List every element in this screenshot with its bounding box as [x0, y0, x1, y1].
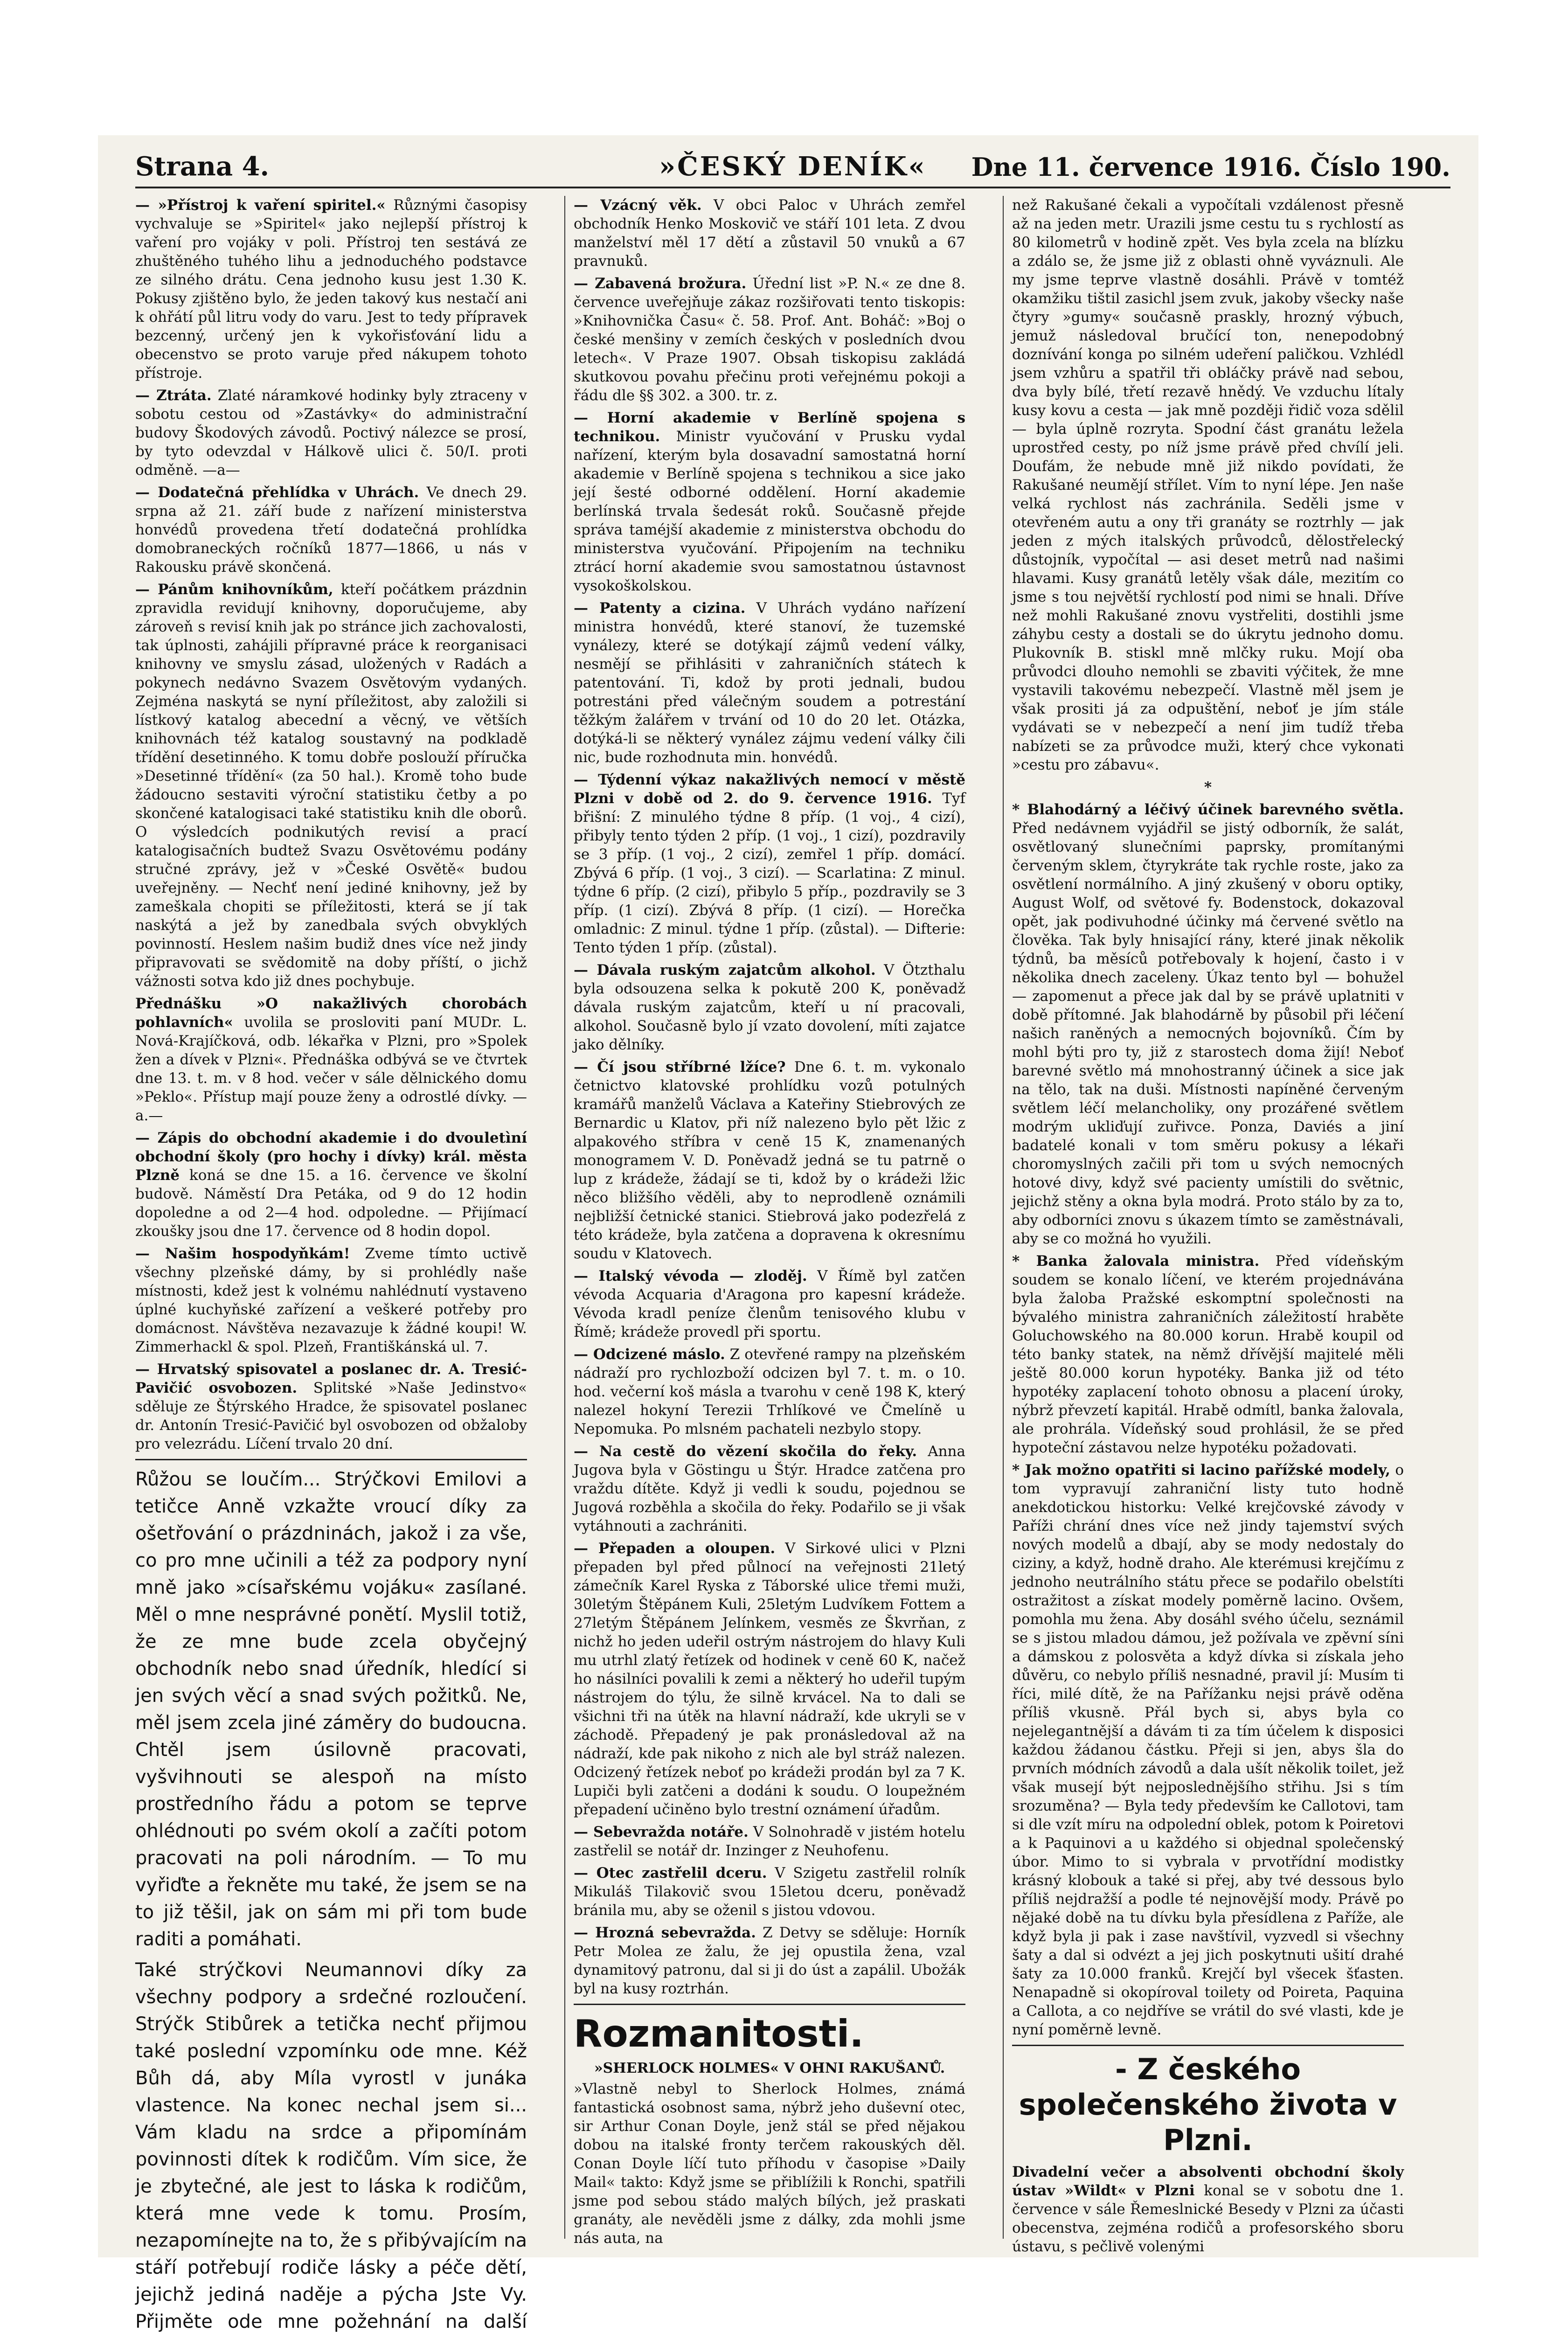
news-item: — Zápis do obchodní akademie i do dvouletìní obchodní školy (pro hochy i dívky) král. města Plzně koná se dne 15. a 16. července ve školní budově. Náměstí Dra Petáka, od 9 do 12 hodin dopoledne a od 2—4 hod. odpoledne. — Přijímací zkoušky jsou dne 17. července od 8 hodin dopol. [135, 1130, 527, 1240]
article-body: »Vlastně nebyl to Sherlock Holmes, známá fantastická osobnost sama, nýbrž jeho duševní otec, sir Arthur Conan Doyle, jenž stál se před nějakou dobou na italské fronty terčem rakouských děl. Conan Doyle líčí tuto příhodu v časopise »Daily Mail« takto: Když jsme se přiblížili k Ronchi, spatřili jsme pod sebou stádo malých bílých, jež praskati granáty, ale nevěděli jsme z dálky, zda mohli jsme nás auta, na [574, 2081, 965, 2247]
news-item: * Jak možno opatřiti si lacino pařížské modely, o tom vypravují zahraniční listy tuto hodně anekdotickou historku: Velké krejčovské závody v Paříži chrání dnes více než jindy tajemství svých nových modelů a dbají, aby se mody nedostaly do ciziny, a když, hodně draho. Ale kterémusi krejčímu z jednoho neutrálního státu přece se podařilo obelstíti ostražitost a získat modely poměrně lacino. Ovšem, pomohla mu žena. Aby dosáhl svého účelu, seznámil se s jistou mladou dámou, jež požívala ve zpěvní síni a dámskou z polosvěta a když dívka si získala jeho důvěru, co nebylo příliš nesnadné, pravil jí: Musím ti říci, milé dítě, že na Pařížanku nejsi právě oděna příliš vkusně. Přál bych si, abys byla co nejelegantnější a dávám ti za tím účelem k disposici každou žádanou částku. Přeji si jen, abys šla do prvních módních závodů a dala ušít několik toilet, jež však musejí být nejposlednějšího střihu. Jsi s tím srozuměna? — Byla tedy především ke Callotovi, tam si dle vzít míru na odpolední oblek, potom k Poiretovi a k Paquinovi a u každého si objednal společenský úbor. Mimo to si vybrala v prvotřídní modistky krásný klobouk a také si přej, aby tvé dessous bylo příliš nejdražší a podle té nejnovější mody. Právě po nějaké době na tu dívku byla přesídlena z Paříže, ale když byla ji pak i zase navštívil, vyzvedl si všechny šaty a dal si odvézt a jej jich poskytnuti ušití drahé šaty za 10.000 franků. Krejčí byl všecek šťasten. Nenapadně si okopíroval toilety od Poireta, Paquina a Callota, a co nejdříve se vrátil do své vlasti, kde je nyní poměrně levně. [1012, 1462, 1404, 2038]
article-body-continued: než Rakušané čekali a vypočítali vzdálenost přesně až na jeden metr. Urazili jsme cestu tu s rychlostí as 80 kilometrů v hodině zpět. Ves byla zcela na blízku a zdálo se, že jsme již z oblasti ohně vyváznuli. Ale my jsme teprve vlastně dosáhli. Právě v tomtéž okamžiku tištil zasichl jsem zvuk, jakoby všecky naše čtyry »gumy« současně praskly, hrozný výbuch, jemuž následoval bručící ton, nenepodobný doznívání konga po silném udeření paličkou. Vzhlédl jsem vzhůru a spatřil tři obláčky právě nad sebou, dva byly bílé, třetí rezavě hnědý. Ve vzduchu lítaly kusy kovu a cesta — jak mně později řidič voza sdělil — byla úplně rozryta. Spodní část granátu ležela uprostřed cesty, po níž jsme právě před chvílí jeli. Doufám, že nebude mně již nikdo povídati, že Rakušané neumějí střílet. Vím to nyní lépe. Jen naše velká rychlost nás zachránila. Seděli jsme v otevřeném autu a ony tři granáty se roztrhly — jak jeden z mých italských průvodců, dělostřelecký důstojník, vypočítal — asi deset metrů nad našimi hlavami. Kusy granátů letěly však dále, mezitím co jsme s tou největší rychlostí pod nimi se hnali. Dříve než mohli Rakušané znovu vystřeliti, dostihli jsme záhybu cesty a dostali se do úkrytu jednoho domu. Plukovník B. stiskl mně mlčky ruku. Mojí oba průvodci dlouho nemohli se zbaviti výčitek, že mne vystavili takovému nebezpečí. Vlastně měl jsem je však prositi já za odpuštění, neboť je jím stále vydávati se v nebezpečí a není jim tudíž třeba nabízeti se za průvodce muži, který chce vykonati »cestu pro zábavu«. [1012, 197, 1404, 773]
section-heading: Rozmanitosti. [574, 2012, 864, 2055]
separator-star: * [1204, 779, 1212, 796]
section-heading: - Z českého společenského života v Plzni. [1019, 2052, 1397, 2157]
letter-paragraph: Růžou se loučím... Strýčkovi Emilovi a tetičce Anně vzkažte vroucí díky za ošetřování o prázdninách, jakož i za vše, co pro mne učinili a též za podpory nyní mně jako »císařskému vojáku« zasílané. Měl o mne nesprávné ponětí. Myslil totiž, že ze mne bude zcela obyčejný obchodník nebo snad úředník, hledící si jen svých věcí a snad svých požitků. Ne, měl jsem zcela jiné záměry do budoucna. Chtěl jsem úsilovně pracovati, vyšvihnouti se alespoň na místo prostředního řádu a potom se teprve ohlédnouti po svém okolí a začíti potom pracovati na poli národním. — To mu vyřiďte a řekněte mu také, že jsem se na to již těšil, jak on sám mi při tom bude raditi a pomáhati. [135, 1469, 527, 1950]
news-item: — Ztráta. Zlaté náramkové hodinky byly ztraceny v sobotu cestou od »Zastávky« do administrační budovy Škodových závodů. Poctivý nálezce se prosí, by tyto odevzdal v Hálkově ulici č. 50/I. proti odměně. —a— [135, 387, 527, 479]
article-headline: »SHERLOCK HOLMES« V OHNI RAKUŠANŮ. [594, 2060, 945, 2076]
masthead-title: »ČESKÝ DENÍK« [659, 151, 927, 182]
news-item: — Otec zastřelil dceru. V Szigetu zastřelil rolník Mikuláš Tilakovič svou 15letou dceru, poněvadž bránila mu, aby se oženil s jistou vdovou. [574, 1865, 965, 1919]
news-item: — Sebevražda notáře. V Solnohradě v jistém hotelu zastřelil se notář dr. Inzinger z Neuhofenu. [574, 1824, 965, 1859]
page-number: Strana 4. [135, 151, 270, 182]
column-rule [564, 196, 565, 2239]
news-item: — Týdenní výkaz nakažlivých nemocí v městě Plzni v době od 2. do 9. července 1916. Tyf břišní: Z minulého týdne 8 příp. (1 voj., 4 cizí), přibyly tento týden 2 příp. (1 voj., 1 cizí), pozdravily se 3 příp. (1 voj., 2 cizí), zemřel 1 příp. domácí. Zbývá 6 příp. (1 voj., 3 cizí). — Scarlatina: Z minul. týdne 6 příp. (2 cizí), přibylo 5 příp., pozdravily se 3 příp. (1 cizí). Zbývá 8 příp. (1 cizí). — Horečka omladnic: Z minul. týdne 1 příp. (zůstal). — Difterie: Tento týden 1 příp. (zůstal). [574, 771, 965, 956]
newspaper-page [98, 135, 1478, 2332]
section-divider [1012, 2045, 1404, 2046]
news-item: — Hrvatský spisovatel a poslanec dr. A. Tresić-Pavičić osvobozen. Splitské »Naše Jedinstvo« sděluje ze Štýrského Hradce, že spisovatel poslanec dr. Antonín Tresić-Pavičić byl osvobozen od obžaloby pro velezrádu. Líčení trvalo 20 dní. [135, 1361, 527, 1452]
news-item: * Blahodárný a léčivý účinek barevného světla. Před nedávnem vyjádřil se jistý odborník, že salát, osvětlovaný slunečními paprsky, promítanými červeným sklem, čtyrykráte tak rychle roste, jako za osvětlení normálního. A jiný zkušený v oboru optiky, August Wolf, od světové fy. Bodenstock, dokazoval opět, jak podivuhodné účinky má červené světlo na člověka. Tak byly hnisající rány, které jinak několik týdnů, ba měsíců potřebovaly k hojení, často i v několika dnech zaceleny. Úkaz tento byl — bohužel — zapomenut a přece jak dal by se právě uplatniti v době přítomné. Jak blahodárně by působil při léčení našich raněných a nemocných bojovníků. Čím by mohl býti pro ty, již z starostech doma žijí! Neboť barevné světlo má mnohostranný účinek a sice jak na tělo, tak na duši. Místnosti napíněné červeným světlem léčí melancholiky, ony prozářené světlem modrým ukliďují zuřivce. Ponza, Daviés a jiní badatelé konali v tom směru pokusy a lékaři choromyslných začili při tom u svých nemocných hotové divy, když své pacienty umístili do světnic, jejichž stěny a okna byla modrá. Proto stálo by za to, aby odborníci znovu s úkazem tímto se zaměstnávali, aby se co možná ho využili. [1012, 801, 1404, 1247]
letter-paragraph: Také strýčkovi Neumannovi díky za všechny podpory a srdečné rozloučení. Strýčk Stibůrek a tetička nechť přijmou také poslední vzpomínku ode mne. Kéž Bůh dá, aby Míla vyrostl v junáka vlastence. Na konec nechal jsem si... Vám kladu na srdce a připomínám povinnosti dítek k rodičům. Vím sice, že je zbytečné, ale jest to láska k rodičům, která mne vede k tomu. Prosím, nezapomínejte na to, že s přibývajícím na stáří potřebují rodiče lásky a péče dětí, jejichž jediná naděje a pýcha Jste Vy. Přijměte ode mne požehnání na další [135, 1959, 527, 2332]
news-item: — Patenty a cizina. V Uhrách vydáno nařízení ministra honvédů, které stanoví, že tuzemské vynálezy, které se dotýkají zájmů vedení války, nesmějí se přihlásiti v zahraničních státech k patentování. Ti, kdož by proti jednali, budou potrestáni před válečným soudem a potrestání těžkým žalářem v trvání od 10 do 20 let. Otázka, dotýká-li se některý vynález zájmu vedení války čili nic, bude rozhodnuta min. honvédů. [574, 600, 966, 766]
column-rule [1003, 196, 1004, 2239]
news-item: — Čí jsou stříbrné lžíce? Dne 6. t. m. vykonalo četnictvo klatovské prohlídku vozů potulných kramářů manželů Václava a Kateřiny Stiebrových ze Bernardic u Klatov, při níž nalezeno bylo pět lžic z alpakového stříbra v ceně 15 K, znamenaných monogramem V. D. Poněvadž jedná se tu patrně o lup z krádeže, žádají se ti, kdož by o krádeži lžic něco bližšího věděli, aby to neprodleně oznámili nejbližší četnické stanici. Stiebrová jako podezřelá z této krádeže, byla zatčena a dopravena k okresnímu soudu v Klatovech. [574, 1059, 965, 1262]
letter-block [135, 1466, 527, 2332]
news-item: — Pánům knihovníkům, kteří počátkem prázdnin zpravidla revidují knihovny, doporučujeme, aby zároveň s revisí knih jak po stránce jich zachovalosti, tak úplnosti, zahájili přípravné práce k reorganisaci knihovny ve smyslu zásad, uložených v Radách a pokynech nedávno Svazem Osvětovým vydaných. Zejména naskytá se nyní příležitost, aby založili si lístkový katalog abecední a věcný, ve větších knihovnách též katalog soustavný na podkladě třídění desetinného. K tomu dobře poslouží příručka »Desetinné třídění« (za 50 hal.). Kromě toho bude žádoucno sestaviti výroční statistiku četby a po skončené katalogisaci také statistiku knih dle oborů. O výsledcích podnikutých revisí a prací katalogisačních budtež Svazu Osvětovému podány stručné zprávy, jež v »České Osvětě« budou uveřejněny. — Nechť není jediné knihovny, jež by zameškala chopiti se příležitosti, která se jí tak naskýtá a jež by zanedbala svých obvyklých povinností. Heslem našim budiž dnes více než jindy připravovati se svědomitě na doby příští, o jichž vážnosti sotva kdo již dnes pochybuje. [135, 581, 527, 990]
news-item: * Banka žalovala ministra. Před vídeňským soudem se konalo líčení, ve kterém projednávána byla žaloba Pražské eskomptní společnosti na bývalého ministra zahraničních záležitostí hraběte Goluchowského na 80.000 korun. Hrabě koupil od této banky statek, na němž dřívější majitelé měli ještě 80.000 korun hypotéky. Banka již od této hypotéky zaplacení tohoto obnosu a placení úroky, nýbrž převzetí kapitál. Hrabě odmítl, banka žalovala, ale prohrála. Vídeňský soud prohlásil, že se před hypoteční zástavou nelze hypotéku požadovati. [1012, 1253, 1404, 1456]
news-item: — Hrozná sebevražda. Z Detvy se sděluje: Horník Petr Molea ze žalu, že jej opustila žena, vzal dynamitový patronu, dal si ji do úst a zapálil. Ubožák byl na kusy roztrhán. [574, 1924, 965, 1997]
news-item: Divadelní večer a absolventi obchodní školy ústav »Wildt« v Plzni konal se v sobotu dne 1. července v sále Řemeslnické Besedy v Plzni za účasti obecenstva, zejména rodičů a profesorského sboru ústavu, s pečlivě volenými [1012, 2164, 1404, 2255]
news-item: — »Přístroj k vaření spiritel.« Různými časopisy vychvaluje se »Spiritel« jako nejlepší přístroj k vaření pro vojáky v poli. Přístroj ten sestává ze zhuštěného tuhého lihu a jednoduchého podstavce ze silného drátu. Cena jednoho kusu jest 1.30 K. Pokusy zjištěno bylo, že jeden takový kus nestačí ani k ohřátí půl litru vody do varu. Jest to tedy přípravek bezcenný, určený jen k vykořisťování lidu a obecenstvo se proto varuje před nákupem tohoto přístroje. [135, 197, 527, 382]
news-item: — Dodatečná přehlídka v Uhrách. Ve dnech 29. srpna až 21. září bude z nařízení ministerstva honvédů provedena třetí dodatečná prohlídka domobraneckých ročníků 1877—1866, u nás v Rakousku právě skončená. [135, 484, 527, 576]
issue-date: Dne 11. července 1916. Číslo 190. [971, 152, 1450, 182]
news-item: — Odcizené máslo. Z otevřené rampy na plzeňském nádraží pro rychlozboží odcizen byl 7. t. m. o 10. hod. večerní koš másla a tvarohu v ceně 198 K, který nalezel hokyní Terezii Trhlíkové ve Čmelíně u Nepomuka. Po mlsném pachateli nezbylo stopy. [574, 1346, 966, 1437]
section-divider [574, 2004, 965, 2005]
news-item: — Na cestě do vězení skočila do řeky. Anna Jugova byla v Göstingu u Štýr. Hradce zatčena pro vraždu dítěte. Když ji vedli k soudu, pojednou se Jugová rozběhla a skočila do řeky. Podařilo se ji však vytáhnouti a zachrániti. [574, 1443, 965, 1534]
news-item: — Horní akademie v Berlíně spojena s technikou. Ministr vyučování v Prusku vydal nařízení, kterým byla dosavadní samostatná horní akademie v Berlíně spojena s technikou a sice jako její šesté odborné oddělení. Horní akademie berlínská trvala šedesát roků. Současně přejde správa taméjší akademie z ministerstva obchodu do ministerstva vyučování. Připojením na techniku ztrácí horní akademie svou samostatnou ústavnost vysokoškolskou. [574, 409, 965, 594]
news-item: — Vzácný věk. V obci Paloc v Uhrách zemřel obchodník Henko Moskovič ve stáří 101 leta. Z dvou manželství měl 17 dětí a zůstavil 50 vnuků a 67 pravnuků. [574, 197, 965, 270]
news-item: — Našim hospodyňkám! Zveme tímto uctivě všechny plzeňské dámy, by si prohlédly naše místnosti, kdež jest k volnému nahlédnutí vystaveno úplné kuchyňské zařízení a veškeré potřeby pro domácnost. Návštěva nezavazuje k žádné koupi! W. Zimmerhackl & spol. Plzeň, Františkánská ul. 7. [135, 1245, 527, 1355]
news-item: Přednášku »O nakažlivých chorobách pohlavních« uvolila se prosloviti paní MUDr. L. Nová-Krajíčková, odb. lékařka v Plzni, pro »Spolek žen a dívek v Plzni«. Přednáška odbývá se ve čtvrtek dne 13. t. m. v 8 hod. večer v sále dělnického domu »Peklo«. Přístup mají pouze ženy a odrostlé dívky. —a.— [135, 995, 527, 1124]
column-2 [574, 196, 966, 2247]
news-item: — Italský vévoda — zloděj. V Římě byl zatčen vévoda Acquaria d'Aragona pro kapesní krádeže. Vévoda kradl peníze členům tenisového klubu v Římě; krádeže provedl při sportu. [574, 1268, 965, 1340]
section-divider [135, 1459, 527, 1460]
page-header [135, 145, 1450, 188]
column-1 [135, 196, 527, 2332]
news-item: — Zabavená brožura. Úřední list »P. N.« ze dne 8. července uveřejňuje zákaz rozšiřovati tento tiskopis: »Knihovnička Času« č. 58. Prof. Ant. Boháč: »Boj o české menšiny v zemích českých v posledních dvou letech«. V Praze 1907. Obsah tiskopisu zakládá skutkovou povahu přečinu proti veřejnému pokoji a řádu dle §§ 302. a 300. tr. z. [574, 275, 965, 404]
news-item: — Dávala ruským zajatcům alkohol. V Ötzthalu byla odsouzena selka k pokutě 200 K, poněvadž dávala ruským zajatcům, kteří u ní pracovali, alkohol. Současně bylo jí vzato dovolení, míti zajatce jako dělníky. [574, 962, 965, 1053]
column-3 [1012, 196, 1404, 2255]
news-item: — Přepaden a oloupen. V Sirkové ulici v Plzni přepaden byl před půlnocí na veřejnosti 21letý zámečník Karel Ryska z Táborské ulice třemi muži, 30letým Štěpánem Kuli, 25letým Ludvíkem Fottem a 27letým Štěpánem Jelínkem, vesměs ze Škvrňan, z nichž ho jeden udeřil ostrým nástrojem do hlavy Kuli mu utrhl zlatý řetízek od hodinek v ceně 60 K, načež ho násilníci povalili k zemi a některý ho udeřil tupým nástrojem do týlu, že silně krvácel. Na to dali se všichni tři na útěk na hlavní nádraží, kde ukryli se v záchodě. Přepadený je pak pronásledoval až na nádraží, kde pak nikoho z nich ale byl stráž nalezen. Odcizený řetízek neboť po krádeži prodán byl za 7 K. Lupiči byli zatčeni a dodáni k soudu. O loupežném přepadení učiněno bylo trestní oznámení úřadům. [574, 1540, 966, 1818]
